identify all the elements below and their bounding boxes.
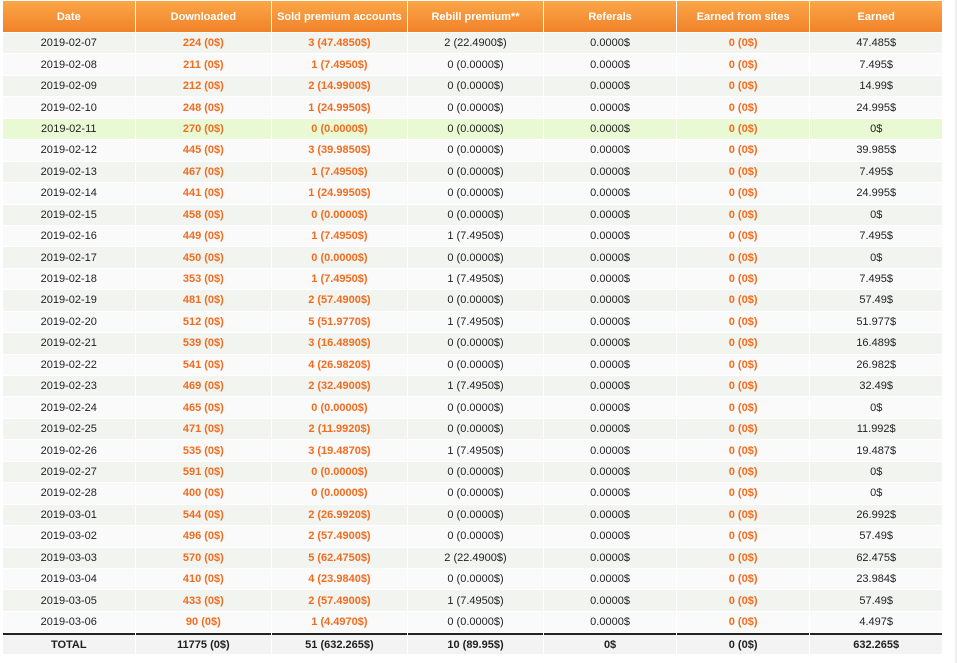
cell-downloaded: 212 (0$) xyxy=(136,76,272,96)
cell-earned: 7.495$ xyxy=(810,226,942,246)
table-row xyxy=(3,205,942,225)
cell-date: 2019-02-14 xyxy=(3,183,135,203)
cell-earned: 7.495$ xyxy=(810,162,942,182)
cell-date: 2019-02-24 xyxy=(3,397,135,417)
cell-date: 2019-02-08 xyxy=(3,54,135,74)
cell-rebill-premium: 0 (0.0000$) xyxy=(408,247,544,267)
cell-rebill-premium: 0 (0.0000$) xyxy=(408,119,544,139)
cell-sold-premium: 3 (16.4890$) xyxy=(272,333,407,353)
cell-rebill-premium: 0 (0.0000$) xyxy=(408,183,544,203)
cell-referals: 0.0000$ xyxy=(544,526,676,546)
cell-earned-from-sites: 0 (0$) xyxy=(677,505,810,525)
cell-downloaded: 465 (0$) xyxy=(136,397,272,417)
table-row xyxy=(3,247,942,267)
cell-sold-premium: 2 (57.4900$) xyxy=(272,590,407,610)
cell-referals: 0.0000$ xyxy=(544,569,676,589)
cell-sold-premium: 1 (7.4950$) xyxy=(272,162,407,182)
cell-earned-from-sites: 0 (0$) xyxy=(677,419,810,439)
cell-referals: 0.0000$ xyxy=(544,76,676,96)
cell-earned-from-sites: 0 (0$) xyxy=(677,569,810,589)
cell-date: 2019-02-18 xyxy=(3,269,135,289)
cell-date: 2019-02-17 xyxy=(3,247,135,267)
cell-referals: 0.0000$ xyxy=(544,590,676,610)
cell-downloaded: 471 (0$) xyxy=(136,419,272,439)
cell-earned: 7.495$ xyxy=(810,54,942,74)
cell-rebill-premium: 1 (7.4950$) xyxy=(408,590,544,610)
cell-referals: 0.0000$ xyxy=(544,247,676,267)
cell-sold-premium: 0 (0.0000$) xyxy=(272,483,407,503)
cell-date: 2019-02-11 xyxy=(3,119,135,139)
cell-earned-from-sites: 0 (0$) xyxy=(677,397,810,417)
total-label: TOTAL xyxy=(3,633,135,654)
cell-rebill-premium: 0 (0.0000$) xyxy=(408,76,544,96)
cell-rebill-premium: 0 (0.0000$) xyxy=(408,333,544,353)
cell-downloaded: 445 (0$) xyxy=(136,140,272,160)
cell-rebill-premium: 0 (0.0000$) xyxy=(408,355,544,375)
cell-earned-from-sites: 0 (0$) xyxy=(677,526,810,546)
cell-date: 2019-03-06 xyxy=(3,612,135,632)
cell-rebill-premium: 0 (0.0000$) xyxy=(408,162,544,182)
cell-referals: 0.0000$ xyxy=(544,183,676,203)
table-row xyxy=(3,590,942,610)
cell-date: 2019-02-20 xyxy=(3,312,135,332)
table-row xyxy=(3,76,942,96)
table-row xyxy=(3,290,942,310)
cell-sold-premium: 1 (24.9950$) xyxy=(272,183,407,203)
cell-earned-from-sites: 0 (0$) xyxy=(677,247,810,267)
cell-earned: 7.495$ xyxy=(810,269,942,289)
table-row xyxy=(3,526,942,546)
table-row xyxy=(3,505,942,525)
table-row xyxy=(3,548,942,568)
cell-earned-from-sites: 0 (0$) xyxy=(677,205,810,225)
table-row xyxy=(3,376,942,396)
cell-downloaded: 248 (0$) xyxy=(136,97,272,117)
cell-earned: 32.49$ xyxy=(810,376,942,396)
cell-rebill-premium: 0 (0.0000$) xyxy=(408,140,544,160)
cell-earned: 0$ xyxy=(810,397,942,417)
cell-earned-from-sites: 0 (0$) xyxy=(677,226,810,246)
cell-referals: 0.0000$ xyxy=(544,33,676,53)
cell-earned: 14.99$ xyxy=(810,76,942,96)
cell-downloaded: 400 (0$) xyxy=(136,483,272,503)
table-row xyxy=(3,269,942,289)
table-row xyxy=(3,612,942,632)
cell-sold-premium: 2 (26.9920$) xyxy=(272,505,407,525)
total-rebill: 10 (89.95$) xyxy=(408,633,544,654)
cell-earned: 16.489$ xyxy=(810,333,942,353)
cell-earned-from-sites: 0 (0$) xyxy=(677,97,810,117)
cell-sold-premium: 2 (14.9900$) xyxy=(272,76,407,96)
cell-referals: 0.0000$ xyxy=(544,612,676,632)
cell-downloaded: 541 (0$) xyxy=(136,355,272,375)
table-row xyxy=(3,355,942,375)
table-row xyxy=(3,162,942,182)
cell-rebill-premium: 0 (0.0000$) xyxy=(408,505,544,525)
cell-earned: 24.995$ xyxy=(810,97,942,117)
cell-date: 2019-02-28 xyxy=(3,483,135,503)
cell-date: 2019-02-07 xyxy=(3,33,135,53)
cell-referals: 0.0000$ xyxy=(544,119,676,139)
cell-earned: 0$ xyxy=(810,462,942,482)
col-header-referals[interactable]: Referals xyxy=(544,1,676,32)
cell-date: 2019-02-10 xyxy=(3,97,135,117)
cell-referals: 0.0000$ xyxy=(544,290,676,310)
cell-earned: 57.49$ xyxy=(810,590,942,610)
cell-earned: 4.497$ xyxy=(810,612,942,632)
cell-sold-premium: 1 (7.4950$) xyxy=(272,54,407,74)
col-header-sold-premium[interactable]: Sold premium accounts xyxy=(272,1,407,32)
table-row xyxy=(3,462,942,482)
cell-earned-from-sites: 0 (0$) xyxy=(677,440,810,460)
cell-earned-from-sites: 0 (0$) xyxy=(677,290,810,310)
table-row xyxy=(3,119,942,139)
cell-date: 2019-02-23 xyxy=(3,376,135,396)
col-header-earned[interactable]: Earned xyxy=(810,1,942,32)
cell-earned: 57.49$ xyxy=(810,526,942,546)
table-row xyxy=(3,97,942,117)
table-row xyxy=(3,183,942,203)
cell-downloaded: 224 (0$) xyxy=(136,33,272,53)
cell-referals: 0.0000$ xyxy=(544,419,676,439)
cell-referals: 0.0000$ xyxy=(544,440,676,460)
cell-earned: 0$ xyxy=(810,205,942,225)
table-row xyxy=(3,226,942,246)
cell-date: 2019-02-12 xyxy=(3,140,135,160)
cell-referals: 0.0000$ xyxy=(544,483,676,503)
cell-earned-from-sites: 0 (0$) xyxy=(677,483,810,503)
cell-earned: 62.475$ xyxy=(810,548,942,568)
cell-earned: 24.995$ xyxy=(810,183,942,203)
cell-sold-premium: 1 (24.9950$) xyxy=(272,97,407,117)
cell-earned-from-sites: 0 (0$) xyxy=(677,312,810,332)
cell-sold-premium: 0 (0.0000$) xyxy=(272,119,407,139)
cell-referals: 0.0000$ xyxy=(544,97,676,117)
cell-rebill-premium: 0 (0.0000$) xyxy=(408,526,544,546)
cell-downloaded: 539 (0$) xyxy=(136,333,272,353)
cell-earned: 26.982$ xyxy=(810,355,942,375)
cell-downloaded: 449 (0$) xyxy=(136,226,272,246)
table-row xyxy=(3,483,942,503)
cell-earned: 26.992$ xyxy=(810,505,942,525)
cell-referals: 0.0000$ xyxy=(544,397,676,417)
stats-table-container xyxy=(3,0,943,655)
table-row xyxy=(3,569,942,589)
table-body xyxy=(3,33,942,632)
cell-rebill-premium: 1 (7.4950$) xyxy=(408,376,544,396)
table-row xyxy=(3,140,942,160)
cell-downloaded: 591 (0$) xyxy=(136,462,272,482)
total-row xyxy=(3,633,942,654)
cell-referals: 0.0000$ xyxy=(544,312,676,332)
cell-earned: 23.984$ xyxy=(810,569,942,589)
cell-referals: 0.0000$ xyxy=(544,140,676,160)
cell-earned-from-sites: 0 (0$) xyxy=(677,269,810,289)
cell-rebill-premium: 1 (7.4950$) xyxy=(408,440,544,460)
cell-date: 2019-02-22 xyxy=(3,355,135,375)
cell-date: 2019-03-02 xyxy=(3,526,135,546)
cell-sold-premium: 2 (57.4900$) xyxy=(272,290,407,310)
cell-earned-from-sites: 0 (0$) xyxy=(677,33,810,53)
cell-rebill-premium: 0 (0.0000$) xyxy=(408,483,544,503)
col-header-rebill-premium[interactable]: Rebill premium** xyxy=(408,1,544,32)
cell-date: 2019-02-09 xyxy=(3,76,135,96)
total-referals: 0$ xyxy=(544,633,676,654)
cell-downloaded: 467 (0$) xyxy=(136,162,272,182)
cell-earned-from-sites: 0 (0$) xyxy=(677,612,810,632)
cell-downloaded: 544 (0$) xyxy=(136,505,272,525)
cell-date: 2019-02-26 xyxy=(3,440,135,460)
cell-downloaded: 469 (0$) xyxy=(136,376,272,396)
cell-date: 2019-02-15 xyxy=(3,205,135,225)
cell-downloaded: 450 (0$) xyxy=(136,247,272,267)
cell-rebill-premium: 0 (0.0000$) xyxy=(408,462,544,482)
cell-downloaded: 410 (0$) xyxy=(136,569,272,589)
cell-earned-from-sites: 0 (0$) xyxy=(677,162,810,182)
cell-downloaded: 211 (0$) xyxy=(136,54,272,74)
cell-sold-premium: 4 (26.9820$) xyxy=(272,355,407,375)
cell-earned-from-sites: 0 (0$) xyxy=(677,140,810,160)
cell-downloaded: 353 (0$) xyxy=(136,269,272,289)
cell-referals: 0.0000$ xyxy=(544,162,676,182)
cell-earned: 47.485$ xyxy=(810,33,942,53)
table-row xyxy=(3,397,942,417)
cell-downloaded: 481 (0$) xyxy=(136,290,272,310)
total-earned-from-sites: 0 (0$) xyxy=(677,633,810,654)
cell-rebill-premium: 2 (22.4900$) xyxy=(408,548,544,568)
table-row xyxy=(3,312,942,332)
cell-sold-premium: 4 (23.9840$) xyxy=(272,569,407,589)
col-header-date[interactable]: Date xyxy=(3,1,135,32)
cell-rebill-premium: 0 (0.0000$) xyxy=(408,569,544,589)
cell-rebill-premium: 2 (22.4900$) xyxy=(408,33,544,53)
cell-downloaded: 90 (0$) xyxy=(136,612,272,632)
cell-earned-from-sites: 0 (0$) xyxy=(677,462,810,482)
cell-rebill-premium: 1 (7.4950$) xyxy=(408,269,544,289)
cell-referals: 0.0000$ xyxy=(544,54,676,74)
cell-referals: 0.0000$ xyxy=(544,205,676,225)
cell-sold-premium: 5 (62.4750$) xyxy=(272,548,407,568)
cell-earned: 57.49$ xyxy=(810,290,942,310)
table-row xyxy=(3,54,942,74)
cell-downloaded: 458 (0$) xyxy=(136,205,272,225)
col-header-downloaded[interactable]: Downloaded xyxy=(136,1,272,32)
cell-earned-from-sites: 0 (0$) xyxy=(677,590,810,610)
cell-sold-premium: 2 (11.9920$) xyxy=(272,419,407,439)
cell-sold-premium: 0 (0.0000$) xyxy=(272,205,407,225)
cell-rebill-premium: 0 (0.0000$) xyxy=(408,97,544,117)
cell-downloaded: 270 (0$) xyxy=(136,119,272,139)
table-row xyxy=(3,33,942,53)
cell-referals: 0.0000$ xyxy=(544,462,676,482)
cell-sold-premium: 0 (0.0000$) xyxy=(272,247,407,267)
cell-referals: 0.0000$ xyxy=(544,333,676,353)
cell-rebill-premium: 0 (0.0000$) xyxy=(408,419,544,439)
cell-sold-premium: 0 (0.0000$) xyxy=(272,397,407,417)
cell-sold-premium: 1 (4.4970$) xyxy=(272,612,407,632)
cell-earned: 51.977$ xyxy=(810,312,942,332)
cell-sold-premium: 3 (19.4870$) xyxy=(272,440,407,460)
cell-downloaded: 535 (0$) xyxy=(136,440,272,460)
cell-referals: 0.0000$ xyxy=(544,226,676,246)
cell-date: 2019-02-19 xyxy=(3,290,135,310)
cell-sold-premium: 1 (7.4950$) xyxy=(272,269,407,289)
cell-earned-from-sites: 0 (0$) xyxy=(677,54,810,74)
cell-date: 2019-03-05 xyxy=(3,590,135,610)
cell-date: 2019-03-04 xyxy=(3,569,135,589)
cell-rebill-premium: 0 (0.0000$) xyxy=(408,397,544,417)
cell-downloaded: 512 (0$) xyxy=(136,312,272,332)
cell-sold-premium: 3 (39.9850$) xyxy=(272,140,407,160)
cell-earned-from-sites: 0 (0$) xyxy=(677,76,810,96)
cell-earned: 39.985$ xyxy=(810,140,942,160)
cell-date: 2019-02-13 xyxy=(3,162,135,182)
cell-referals: 0.0000$ xyxy=(544,376,676,396)
cell-sold-premium: 5 (51.9770$) xyxy=(272,312,407,332)
table-header-row xyxy=(3,1,942,32)
cell-downloaded: 433 (0$) xyxy=(136,590,272,610)
cell-earned: 0$ xyxy=(810,483,942,503)
cell-rebill-premium: 1 (7.4950$) xyxy=(408,312,544,332)
cell-earned-from-sites: 0 (0$) xyxy=(677,183,810,203)
table-row xyxy=(3,440,942,460)
cell-rebill-premium: 0 (0.0000$) xyxy=(408,290,544,310)
cell-downloaded: 496 (0$) xyxy=(136,526,272,546)
cell-earned-from-sites: 0 (0$) xyxy=(677,119,810,139)
cell-rebill-premium: 0 (0.0000$) xyxy=(408,205,544,225)
cell-date: 2019-02-27 xyxy=(3,462,135,482)
total-earned: 632.265$ xyxy=(810,633,942,654)
total-downloaded: 11775 (0$) xyxy=(136,633,272,654)
table-row xyxy=(3,419,942,439)
cell-earned: 0$ xyxy=(810,247,942,267)
total-sold: 51 (632.265$) xyxy=(272,633,407,654)
cell-referals: 0.0000$ xyxy=(544,355,676,375)
cell-sold-premium: 2 (32.4900$) xyxy=(272,376,407,396)
cell-sold-premium: 1 (7.4950$) xyxy=(272,226,407,246)
cell-earned-from-sites: 0 (0$) xyxy=(677,333,810,353)
cell-sold-premium: 2 (57.4900$) xyxy=(272,526,407,546)
cell-sold-premium: 3 (47.4850$) xyxy=(272,33,407,53)
cell-date: 2019-02-25 xyxy=(3,419,135,439)
cell-rebill-premium: 1 (7.4950$) xyxy=(408,226,544,246)
cell-referals: 0.0000$ xyxy=(544,548,676,568)
cell-earned: 19.487$ xyxy=(810,440,942,460)
cell-sold-premium: 0 (0.0000$) xyxy=(272,462,407,482)
cell-earned-from-sites: 0 (0$) xyxy=(677,376,810,396)
cell-downloaded: 570 (0$) xyxy=(136,548,272,568)
cell-date: 2019-02-16 xyxy=(3,226,135,246)
cell-rebill-premium: 0 (0.0000$) xyxy=(408,612,544,632)
cell-downloaded: 441 (0$) xyxy=(136,183,272,203)
cell-date: 2019-03-03 xyxy=(3,548,135,568)
table-row xyxy=(3,333,942,353)
cell-date: 2019-03-01 xyxy=(3,505,135,525)
cell-referals: 0.0000$ xyxy=(544,269,676,289)
cell-date: 2019-02-21 xyxy=(3,333,135,353)
cell-earned-from-sites: 0 (0$) xyxy=(677,548,810,568)
col-header-earned-from-sites[interactable]: Earned from sites xyxy=(677,1,810,32)
statistics-table xyxy=(2,0,943,655)
cell-earned: 11.992$ xyxy=(810,419,942,439)
cell-earned: 0$ xyxy=(810,119,942,139)
cell-earned-from-sites: 0 (0$) xyxy=(677,355,810,375)
cell-referals: 0.0000$ xyxy=(544,505,676,525)
cell-rebill-premium: 0 (0.0000$) xyxy=(408,54,544,74)
